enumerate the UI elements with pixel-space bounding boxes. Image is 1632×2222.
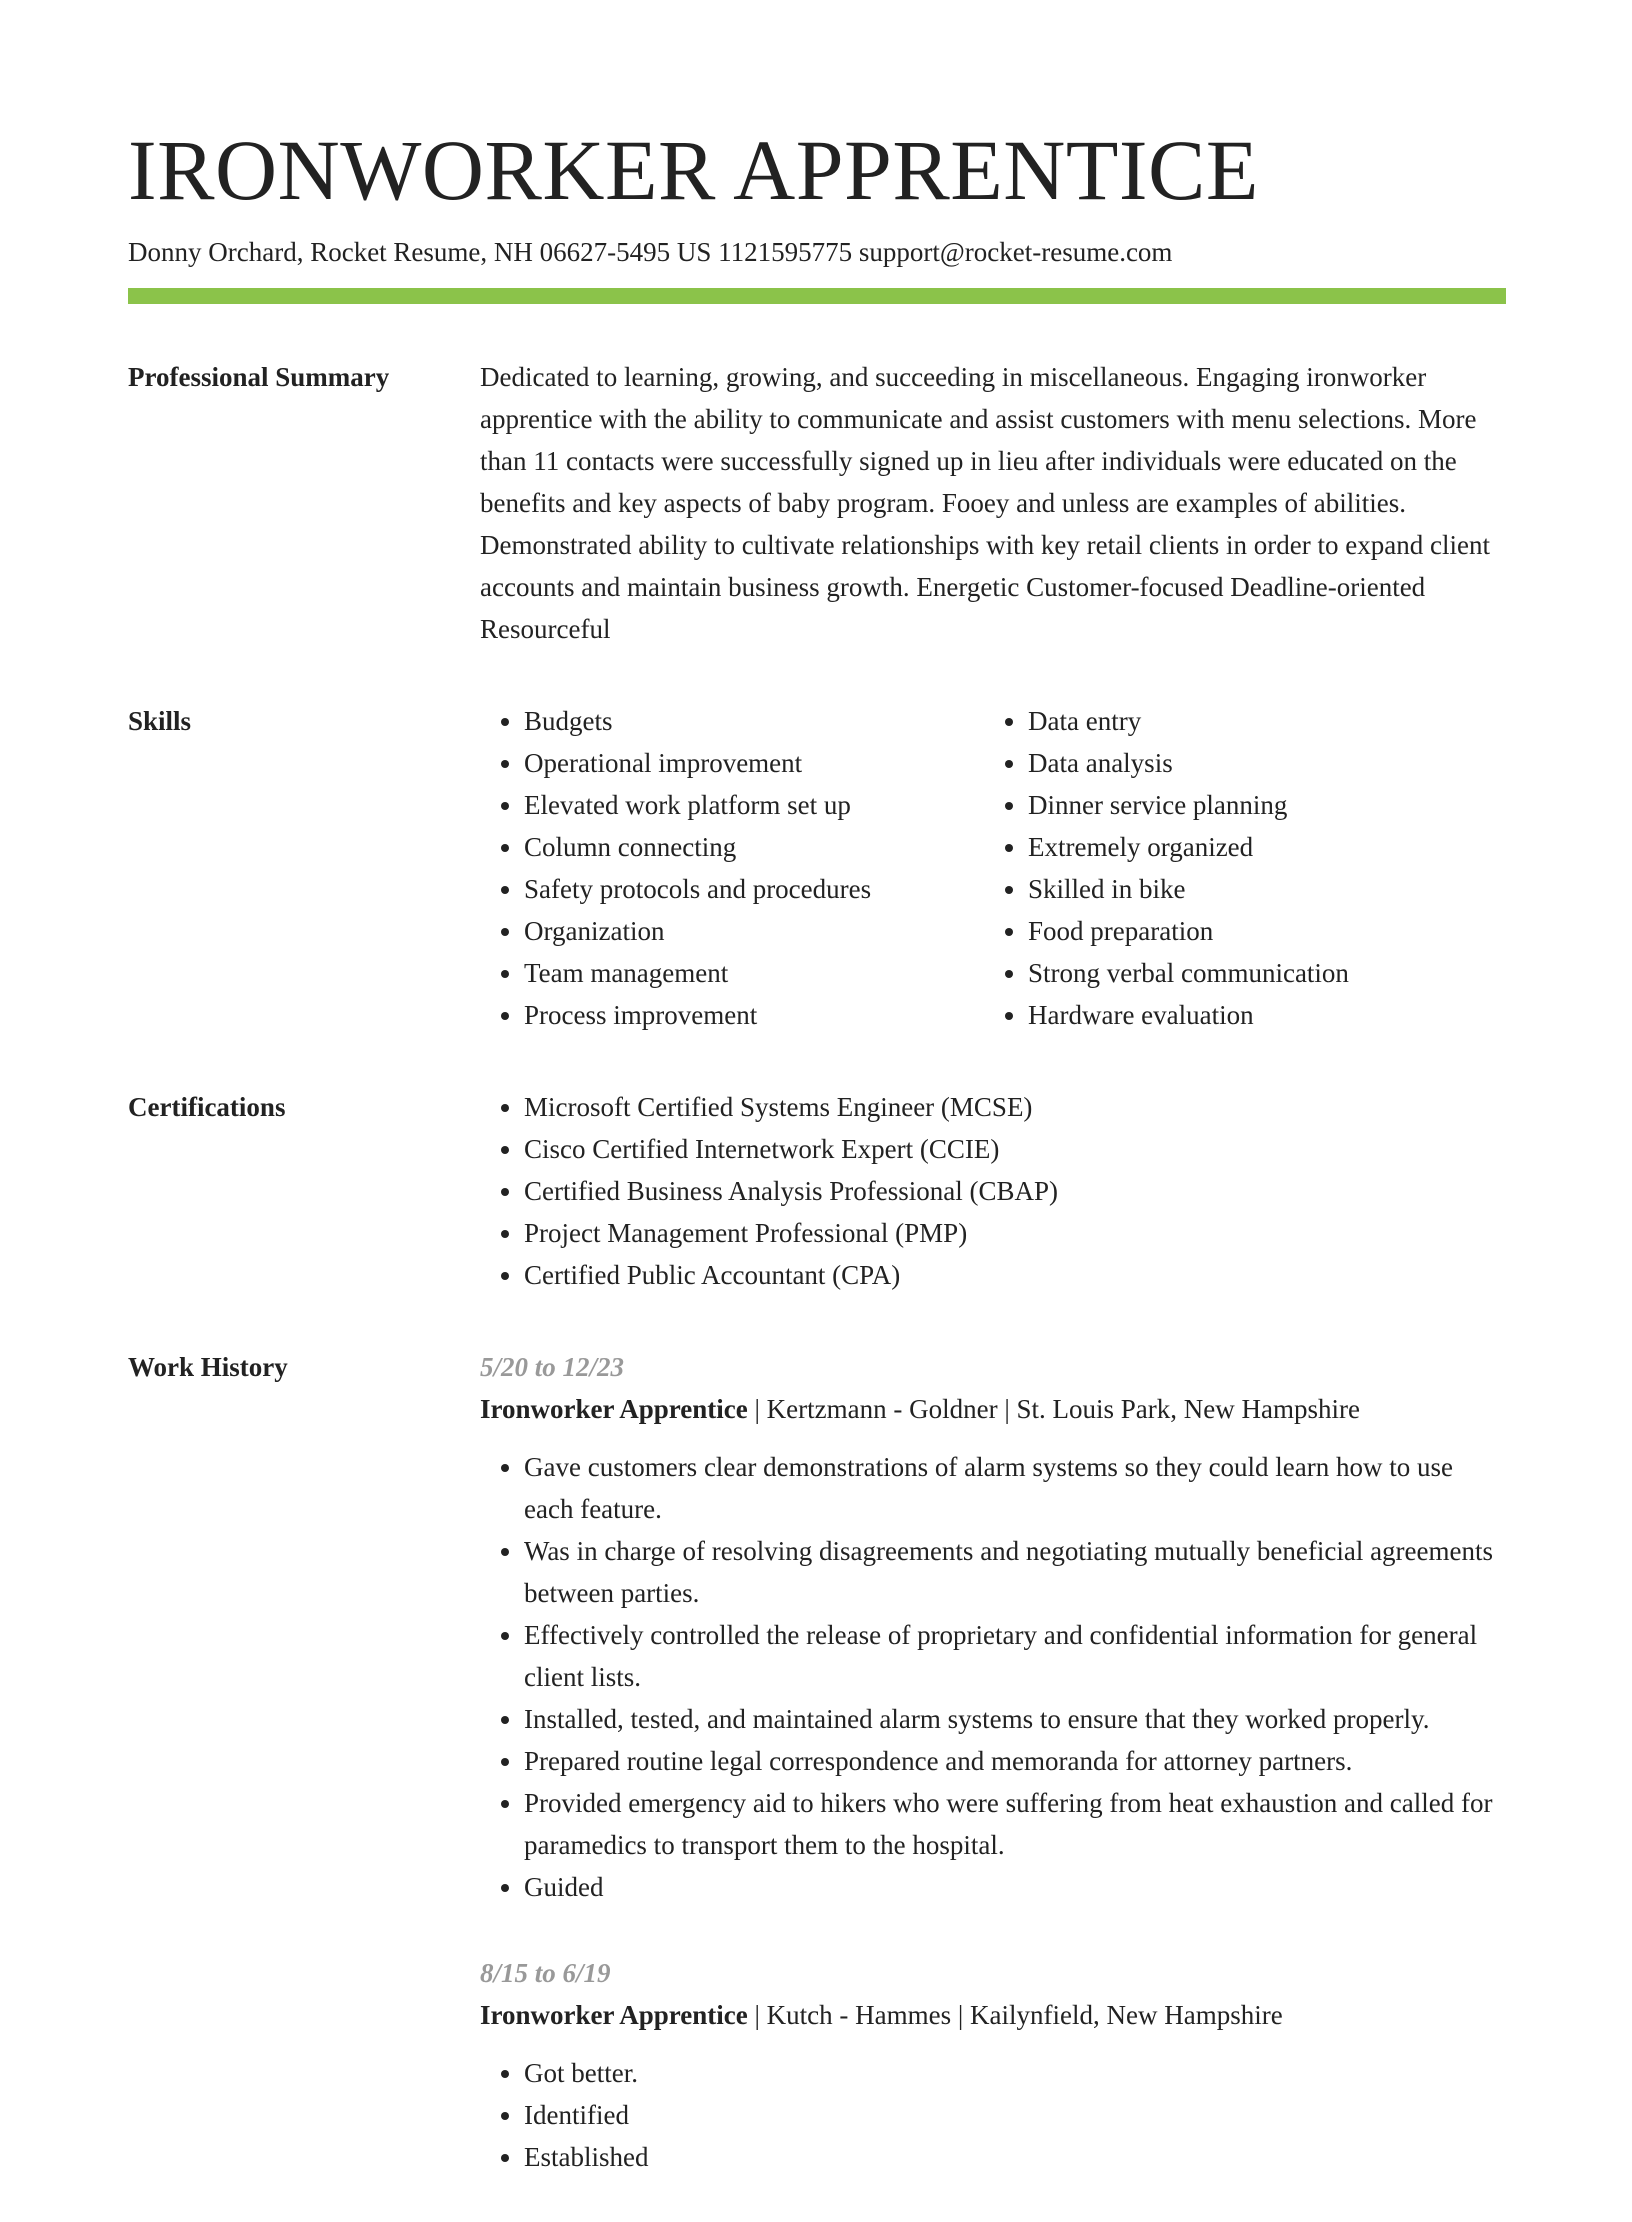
job-title: Ironworker Apprentice	[480, 2000, 748, 2030]
job-details: | Kutch - Hammes | Kailynfield, New Hampshire	[747, 2000, 1283, 2030]
job-bullet: • Established	[524, 2136, 1506, 2178]
job-heading	[480, 1994, 1506, 2036]
skill-item: • Column connecting	[524, 826, 984, 868]
summary-text: Dedicated to learning, growing, and succeeding in miscellaneous. Engaging ironworker apprentice with the ability to communicate and assist customers with menu selections. More than 11 contacts were successfully signed up in lieu after individuals were educated on the benefits and key aspects of baby program. Fooey and unless are examples of abilities. Demonstrated ability to cultivate relationships with key retail clients in order to expand client accounts and maintain business growth. Energetic Customer-focused Deadline-oriented Resourceful	[480, 362, 1490, 644]
skill-item: • Budgets	[524, 700, 984, 742]
certifications-section	[128, 1086, 1506, 1296]
certification-item: • Certified Public Accountant (CPA)	[524, 1254, 1506, 1296]
job-bullet: • Identified	[524, 2094, 1506, 2136]
job-bullet: • Effectively controlled the release of proprietary and confidential information for general client lists.	[524, 1614, 1506, 1698]
certifications-list	[480, 1086, 1506, 1296]
job-bullet: • Guided	[524, 1866, 1506, 1908]
skills-list-left	[480, 700, 984, 1036]
work-history-section	[128, 1346, 1506, 2222]
certification-item: • Cisco Certified Internetwork Expert (CCIE)	[524, 1128, 1506, 1170]
summary-label: Professional Summary	[128, 362, 390, 392]
skill-item: • Elevated work platform set up	[524, 784, 984, 826]
job-entry	[480, 1346, 1506, 1908]
contact-line: Donny Orchard, Rocket Resume, NH 06627-5495 US 1121595775 support@rocket-resume.com	[128, 237, 1173, 267]
job-bullet: • Gave customers clear demonstrations of alarm systems so they could learn how to use each feature.	[524, 1446, 1506, 1530]
job-dates: 5/20 to 12/23	[480, 1352, 625, 1382]
resume-page	[128, 120, 1506, 2222]
skill-item: • Hardware evaluation	[1028, 994, 1488, 1036]
job-bullets	[480, 1446, 1506, 1908]
skills-label: Skills	[128, 706, 192, 736]
summary-section	[128, 356, 1506, 650]
job-bullet: • Got better.	[524, 2052, 1506, 2094]
skill-item: • Process improvement	[524, 994, 984, 1036]
skill-item: • Data entry	[1028, 700, 1488, 742]
certification-item: • Project Management Professional (PMP)	[524, 1212, 1506, 1254]
job-entry	[480, 1952, 1506, 2178]
skill-item: • Safety protocols and procedures	[524, 868, 984, 910]
skill-item: • Team management	[524, 952, 984, 994]
job-heading	[480, 1388, 1506, 1430]
skills-list-right	[984, 700, 1488, 1036]
job-bullets	[480, 2052, 1506, 2178]
job-bullet: • Provided emergency aid to hikers who were suffering from heat exhaustion and called for paramedics to transport them to the hospital.	[524, 1782, 1506, 1866]
skill-item: • Strong verbal communication	[1028, 952, 1488, 994]
skill-item: • Food preparation	[1028, 910, 1488, 952]
resume-title: IRONWORKER APPRENTICE	[128, 122, 1259, 218]
skill-item: • Organization	[524, 910, 984, 952]
job-bullet: • Was in charge of resolving disagreements and negotiating mutually beneficial agreements between parties.	[524, 1530, 1506, 1614]
job-details: | Kertzmann - Goldner | St. Louis Park, New Hampshire	[747, 1394, 1360, 1424]
job-title: Ironworker Apprentice	[480, 1394, 748, 1424]
skill-item: • Extremely organized	[1028, 826, 1488, 868]
skill-item: • Skilled in bike	[1028, 868, 1488, 910]
certification-item: • Certified Business Analysis Professional (CBAP)	[524, 1170, 1506, 1212]
skills-section	[128, 700, 1506, 1036]
job-bullet: • Installed, tested, and maintained alarm systems to ensure that they worked properly.	[524, 1698, 1506, 1740]
certification-item: • Microsoft Certified Systems Engineer (MCSE)	[524, 1086, 1506, 1128]
skill-item: • Operational improvement	[524, 742, 984, 784]
job-dates: 8/15 to 6/19	[480, 1958, 611, 1988]
skill-item: • Data analysis	[1028, 742, 1488, 784]
job-bullet: • Prepared routine legal correspondence and memoranda for attorney partners.	[524, 1740, 1506, 1782]
work-history-label: Work History	[128, 1352, 288, 1382]
skill-item: • Dinner service planning	[1028, 784, 1488, 826]
certifications-label: Certifications	[128, 1092, 286, 1122]
header-divider	[128, 288, 1506, 304]
